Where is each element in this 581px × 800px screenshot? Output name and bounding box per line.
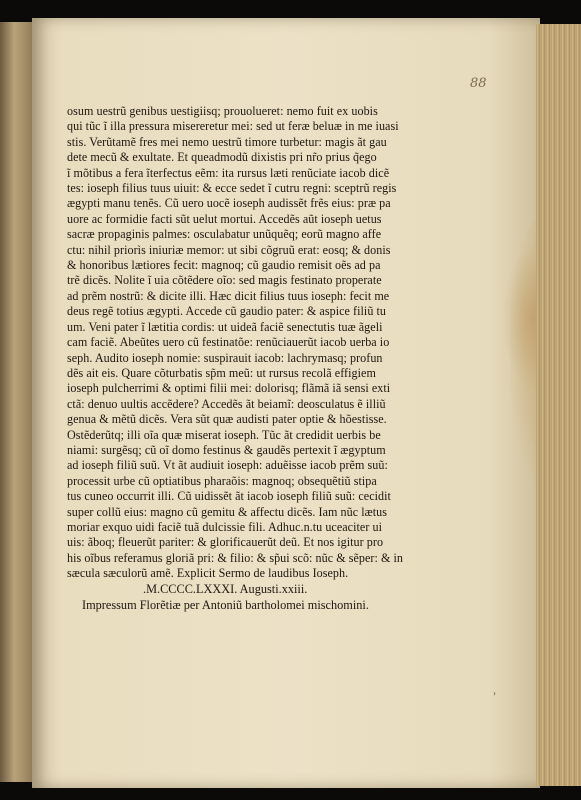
- text-line: tes: ioseph filius tuus uiuit: & ecce sedet ĩ cutru regni: sceptrũ regis: [67, 181, 397, 196]
- text-line: dete mecũ & exultate. Et queadmodũ dixistis pri nr̃o prius q̃ego: [67, 150, 377, 165]
- text-line: processit urbe cũ optiatibus pharaõis: magnoq; obsequẽtiũ stipa: [67, 473, 377, 488]
- text-line: uis: ãboq; fleuerũt pariter: & glorificauerũt deũ. Et nos igitur pro: [67, 535, 384, 550]
- text-line: genua & mẽtũ dicẽs. Vera sũt quæ audisti pater optie & hõestisse.: [67, 412, 387, 427]
- text-line: um. Veni pater ĩ lætitia cordis: ut uideã faciẽ senectutis tuæ ãgeli: [67, 319, 383, 334]
- body-text: [67, 104, 507, 582]
- text-line: osum uestrũ genibus uestigiisq; prouolueret: nemo fuit ex uobis: [67, 104, 378, 118]
- colophon: [67, 581, 507, 614]
- text-line: stis. Verũtamẽ fres mei nemo uestrũ timore turbetur: magis ãt gau: [67, 134, 387, 149]
- text-line: dẽs ait eis. Quare cõturbatis sp̃m meũ: ut rursus recolã effigiem: [67, 365, 376, 380]
- margin-mark: ›: [493, 688, 496, 698]
- text-line: qui tũc ĩ illa pressura misereretur mei: sed ut feræ beluæ in me iuasi: [67, 119, 399, 134]
- text-line: ĩ mõtibus a fera ĩterfectus eẽm: ita rursus læti renũciate iacob dicẽ: [67, 165, 390, 180]
- text-line: ad ioseph filiũ suũ. Vt ãt audiuit ioseph: aduẽisse iacob prẽm suũ:: [67, 458, 388, 473]
- text-line: seph. Audito ioseph nomie: suspirauit iacob: lachrymasq; profun: [67, 350, 383, 365]
- page-stack-edge: [536, 24, 581, 786]
- left-page-edge: [0, 22, 36, 782]
- colophon-imprint: Impressum Florẽtiæ per Antoniũ bartholomei mischomini.: [82, 598, 369, 613]
- text-line: niami: surgẽsq; cũ oĩ domo festinus & gaudẽs pertexit ĩ ægyptum: [67, 442, 386, 457]
- page-number: 88: [470, 76, 487, 91]
- text-line: trẽ dicẽs. Nolite ĩ uia cõtẽdere oĩo: sed magis festinato properate: [67, 273, 382, 288]
- text-line: ctu: nihil priorìs iniuriæ memor: ut sibi cõgruũ erat: eosq; & donis: [67, 242, 391, 257]
- text-line: Ostẽderũtq; illi oĩa quæ miserat ioseph. Tũc ãt credidit uerbis be: [67, 427, 381, 442]
- text-line: uore ac formidie facti sũt uelut mortui. Accedẽs aũt ioseph uetus: [67, 211, 382, 226]
- text-line: ad prẽm nostrũ: & dicite illi. Hæc dicit filius tuus ioseph: fecit me: [67, 288, 390, 303]
- text-line: sacræ propaginis palmes: osculabatur unũquẽq; eorũ magno affe: [67, 227, 382, 242]
- text-line: deus regẽ totius ægypti. Accede cũ gaudio pater: & aspice filiũ tu: [67, 304, 386, 319]
- text-line: his oĩbus referamus gloriã pri: & filio: & sp̃ui scõ: nũc & sẽper: & in: [67, 550, 404, 565]
- colophon-date: .M.CCCC.LXXXI. Augusti.xxiii.: [143, 582, 308, 596]
- text-line: cam faciẽ. Abeũtes uero cũ festinatõe: renũciauerũt iacob uerba io: [67, 335, 390, 350]
- text-line: super collũ eius: magno cũ gemitu & affectu dicẽs. Iam nũc lætus: [67, 504, 388, 519]
- text-line: moriar exquo uidi faciẽ tuã dulcissie fili. Adhuc.n.tu uceaciter ui: [67, 519, 382, 534]
- text-line: ctã: denuo uultis accẽdere? Accedẽs ãt beiamĩ: deosculatus ẽ illiũ: [67, 396, 386, 411]
- text-line: ægypti manu tenẽs. Cũ uero uocẽ ioseph audissẽt frẽs eius: præ pa: [67, 196, 391, 211]
- text-line: & honoribus lætiores fecit: magnoq; cũ gaudio remisit oẽs ad pa: [67, 258, 381, 273]
- text-line: ioseph pulcherrimi & optimi filii mei: dolorisq; flãmã iã sensi exti: [67, 381, 391, 396]
- text-line: sæcula sæculorũ amẽ. Explicit Sermo de laudibus Ioseph.: [67, 566, 349, 581]
- text-line: tus cuneo occurrit illi. Cũ uidissẽt ãt iacob ioseph filiũ suũ: cecidit: [67, 489, 391, 504]
